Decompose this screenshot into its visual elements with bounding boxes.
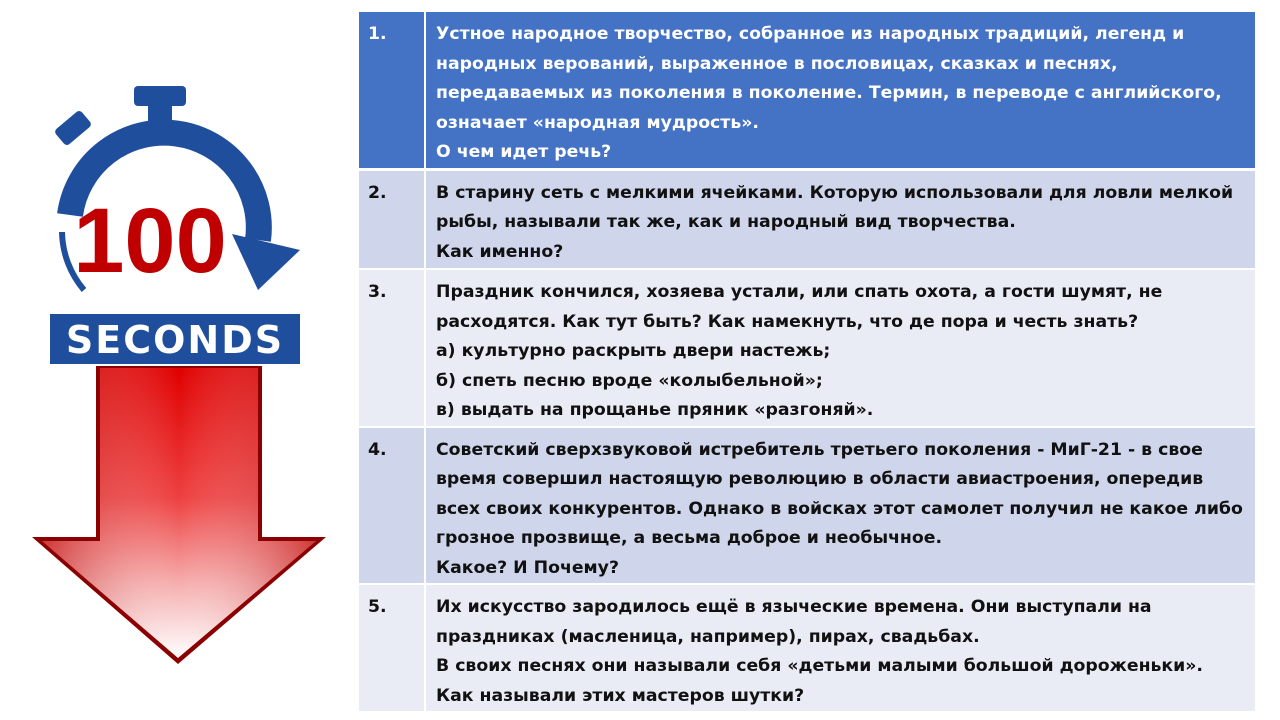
question-number: 3. [359, 269, 425, 427]
question-text: Их искусство зародилось ещё в языческие времена. Они выступали на праздниках (масленица, например), пирах, свадьбах. В своих песнях они называли себя «детьми малыми большой дороженьки». Как называли этих мастеров шутки? [425, 584, 1255, 712]
question-number: 2. [359, 169, 425, 269]
question-number: 4. [359, 427, 425, 585]
table-row [359, 427, 1255, 585]
table-row [359, 169, 1255, 269]
quiz-table [359, 12, 1255, 713]
question-text: Советский сверхзвуковой истребитель третьего поколения - МиГ-21 - в свое время совершил настоящую революцию в области авиастроения, опередив всех своих конкурентов. Однако в войсках этот самолет получил не какое либо грозное прозвище, а весьма доброе и необычное. Какое? И Почему? [425, 427, 1255, 585]
seconds-banner [50, 314, 300, 364]
logo-graphic [0, 0, 340, 720]
table-row [359, 12, 1255, 169]
table-row [359, 584, 1255, 712]
table-row [359, 269, 1255, 427]
question-text: Праздник кончился, хозяева устали, или спать охота, а гости шумят, не расходятся. Как тут быть? Как намекнуть, что де пора и честь знать? а) культурно раскрыть двери настежь; б) спеть песню вроде «колыбельной»; в) выдать на прощанье пряник «разгоняй». [425, 269, 1255, 427]
question-text: В старину сеть с мелкими ячейками. Которую использовали для ловли мелкой рыбы, называли так же, как и народный вид творчества. Как именно? [425, 169, 1255, 269]
question-number: 5. [359, 584, 425, 712]
question-number: 1. [359, 12, 425, 169]
question-text: Устное народное творчество, собранное из народных традиций, легенд и народных верований, выраженное в пословицах, сказках и песнях, передаваемых из поколения в поколение. Термин, в переводе с английского, означает «народная мудрость». О чем идет речь? [425, 12, 1255, 169]
logo-number: 100 [73, 190, 227, 292]
seconds-label: SECONDS [65, 318, 285, 362]
hundred-seconds-logo [0, 0, 340, 720]
down-arrow-icon [32, 366, 326, 664]
